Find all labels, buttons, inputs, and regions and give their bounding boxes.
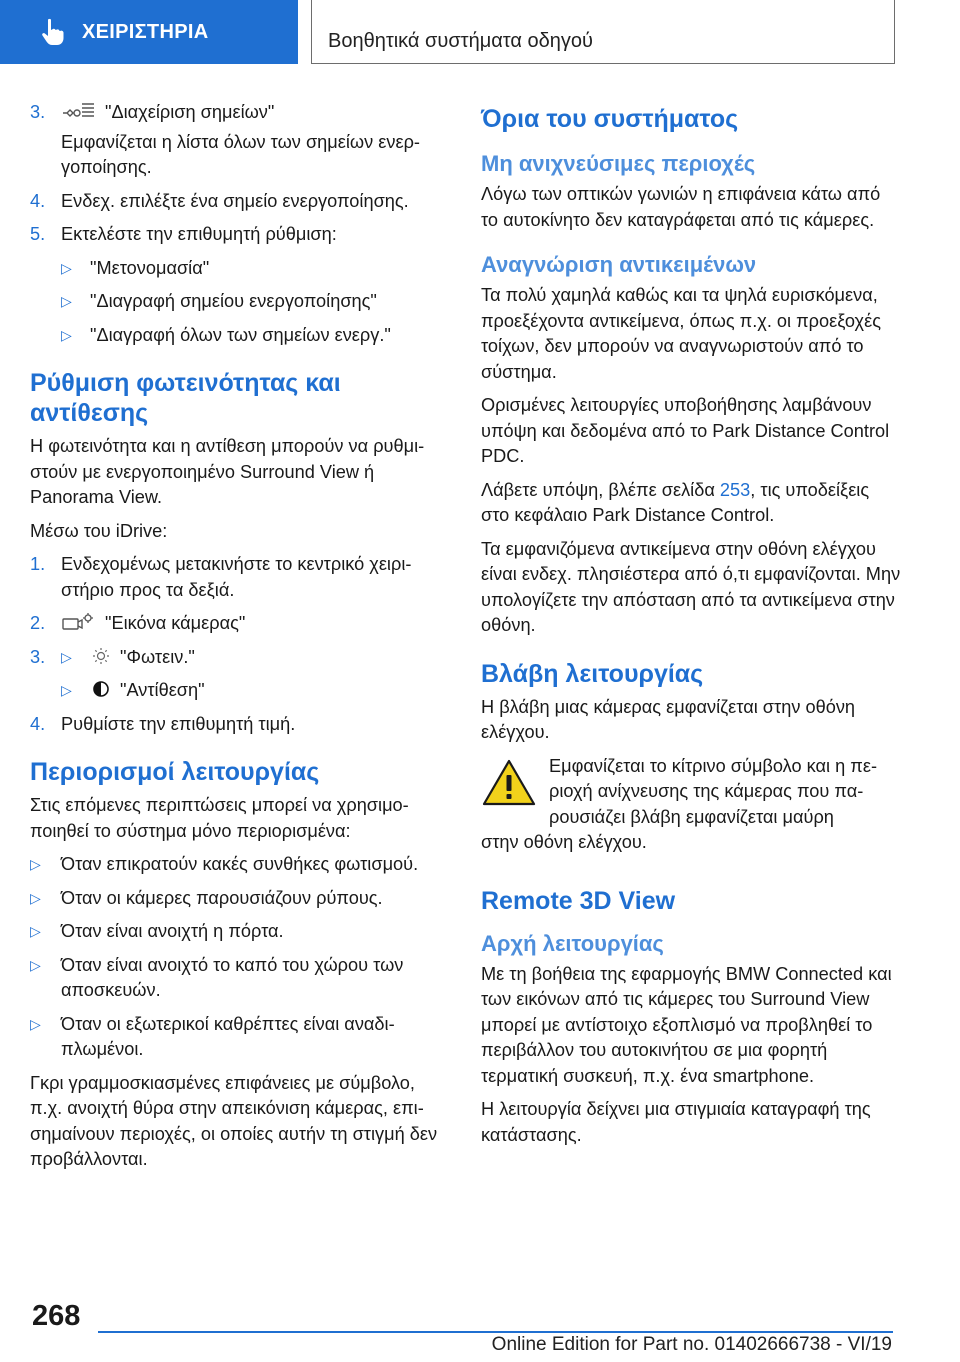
step-4 [30,189,450,215]
step-text: "Εικόνα κάμερας" [105,613,246,633]
paragraph: Λάβετε υπόψη, βλέπε σελίδα 253, τις υποδείξεις στο κεφάλαιο Park Distance Control. [481,479,870,525]
triangle-bullet-icon: ▷ [30,956,41,973]
chapter-header [311,0,895,64]
heading-objects: Αναγνώριση αντικειμένων [481,252,757,277]
step-2 [30,611,450,637]
warning-triangle-icon [481,758,537,808]
edition-text: Online Edition for Part no. 01402666738 - VI/19 [491,1334,892,1355]
heading-remote-3d: Remote 3D View [481,886,676,915]
step-number: 2. [30,613,46,633]
paragraph: Στις επόμενες περιπτώσεις μπορεί να χρησιμοποιηθεί το σύστημα μόνο περιορισμένα: [30,795,409,841]
heading-limits: Περιορισμοί λειτουργίας [30,758,320,786]
camera-settings-icon [61,612,95,632]
step-3-desc: Εμφανίζεται η λίστα όλων των σημείων ενεργοποίησης. [61,131,420,177]
paragraph: Τα εμφανιζόμενα αντικείμενα στην οθόνη ελέγχου είναι ενδεχ. πλησιέστερα από ό,τι εμφανίζονται. Μην υπολογίζετε την απόσταση από τα αντικείμενα στην οθόνη. [481,538,901,635]
step-number: 5. [30,224,46,244]
option-text: "Φωτειν." [120,646,195,667]
section-tab [0,0,298,64]
hand-pointer-icon [40,18,66,46]
points-manage-icon [61,101,95,121]
step-number: 3. [30,646,46,667]
limit-item: ▷ Όταν επικρατούν κακές συνθήκες φωτισμού. [30,852,450,878]
triangle-bullet-icon: ▷ [30,856,41,872]
step-text: Ρυθμίστε την επιθυμητή τιμή. [61,713,296,734]
right-column [481,100,901,1148]
paragraph: Γκρι γραμμοσκιασμένες επιφάνειες με σύμβολο, π.χ. ανοιχτή θύρα στην απεικόνιση κάμερας, επισημαίνουν περιοχές, οι οποίες αυτήν τη στιγμή δεν προβάλλονται. [30,1072,438,1169]
warning-text: Εμφανίζεται το κίτρινο σύμβολο και η περιοχή ανίχνευσης της κάμερας που παρουσιάζει βλάβη εμφανίζεται μαύρη [549,755,878,827]
section-title: ΧΕΙΡΙΣΤΗΡΙΑ [82,20,209,43]
step-3 [30,100,450,126]
paragraph: Τα πολύ χαμηλά καθώς και τα ψηλά ευρισκόμενα, προεξέχοντα αντικείμενα, όπως π.χ. οι προεξοχές τοίχων, δεν μπορούν να αναγνωριστούν από το σύστημα. [481,285,881,382]
step-number: 1. [30,554,46,574]
step-4b [30,712,450,738]
heading-principle: Αρχή λειτουργίας [481,930,664,956]
paragraph: Με τη βοήθεια της εφαρμογής BMW Connected και των εικόνων από τις κάμερες του Surround View μπορεί με αντίστοιχο εξοπλισμό να προβληθεί το περιβάλλον του αυτοκινήτου σε μια φορητή τερματική συσκευή, π.χ. ένα smartphone. [481,963,892,1086]
triangle-bullet-icon: ▷ [30,923,41,939]
paragraph: Η φωτεινότητα και η αντίθεση μπορούν να ρυθμιστούν με ενεργοποιημένο Surround View ή Panorama View. [30,436,425,507]
limit-item: ▷ Όταν είναι ανοιχτή η πόρτα. [30,919,450,945]
step-number: 4. [30,190,46,211]
paragraph: Η λειτουργία δείχνει μια στιγμιαία καταγραφή της κατάστασης. [481,1099,871,1145]
limit-item: ▷ Όταν οι εξωτερικοί καθρέπτες είναι αναδιπλωμένοι. [30,1013,395,1059]
chapter-title: Βοηθητικά συστήματα οδηγού [328,30,593,52]
contrast-icon [90,679,112,699]
footer-divider [98,1331,893,1333]
paragraph: Μέσω του iDrive: [30,520,168,541]
triangle-bullet-icon: ▷ [61,259,72,276]
step-number: 3. [30,102,46,122]
left-column [30,100,450,1173]
brightness-icon [90,646,112,666]
option-item: ▷ "Διαγραφή όλων των σημείων ενεργ." [30,323,450,349]
paragraph: Η βλάβη μιας κάμερας εμφανίζεται στην οθόνη ελέγχου. [481,696,856,742]
option-item: ▷ "Μετονομασία" [30,256,450,282]
page-number: 268 [32,1300,81,1332]
step-number: 4. [30,713,46,734]
triangle-bullet-icon: ▷ [61,648,72,665]
warning-continuation: στην οθόνη ελέγχου. [481,832,647,852]
triangle-bullet-icon: ▷ [61,682,72,698]
triangle-bullet-icon: ▷ [61,326,72,343]
limit-item: ▷ Όταν είναι ανοιχτό το καπό του χώρου των αποσκευών. [30,954,404,1000]
limit-item: ▷ Όταν οι κάμερες παρουσιάζουν ρύπους. [30,886,450,912]
option-item [30,678,450,704]
option-text: "Αντίθεση" [120,680,205,700]
heading-undetectable: Μη ανιχνεύσιμες περιοχές [481,151,756,176]
step-text: Ενδεχομένως μετακινήστε το κεντρικό χειριστήριο προς τα δεξιά. [61,554,412,600]
page-link[interactable]: 253 [719,479,751,500]
warning-note [481,754,901,831]
triangle-bullet-icon: ▷ [30,889,41,906]
heading-system-limits: Όρια του συστήματος [481,105,739,133]
paragraph: Λόγω των οπτικών γωνιών η επιφάνεια κάτω από το αυτοκίνητο δεν καταγράφεται από τις κάμερες. [481,184,881,230]
step-5 [30,222,450,248]
step-3b [30,645,450,671]
step-text: "Διαχείριση σημείων" [105,102,275,122]
heading-malfunction: Βλάβη λειτουργίας [481,659,704,688]
option-item: ▷ "Διαγραφή σημείου ενεργοποίησης" [30,289,450,315]
heading-brightness: Ρύθμιση φωτεινότητας και αντίθεσης [30,369,341,427]
step-text: Ενδεχ. επιλέξτε ένα σημείο ενεργοποίησης. [61,190,409,211]
step-1 [30,552,450,603]
step-text: Εκτελέστε την επιθυμητή ρύθμιση: [61,224,337,244]
triangle-bullet-icon: ▷ [61,293,72,309]
triangle-bullet-icon: ▷ [30,1015,41,1032]
paragraph: Ορισμένες λειτουργίες υποβοήθησης λαμβάνουν υπόψη και δεδομένα από το Park Distance Control PDC. [481,395,890,466]
